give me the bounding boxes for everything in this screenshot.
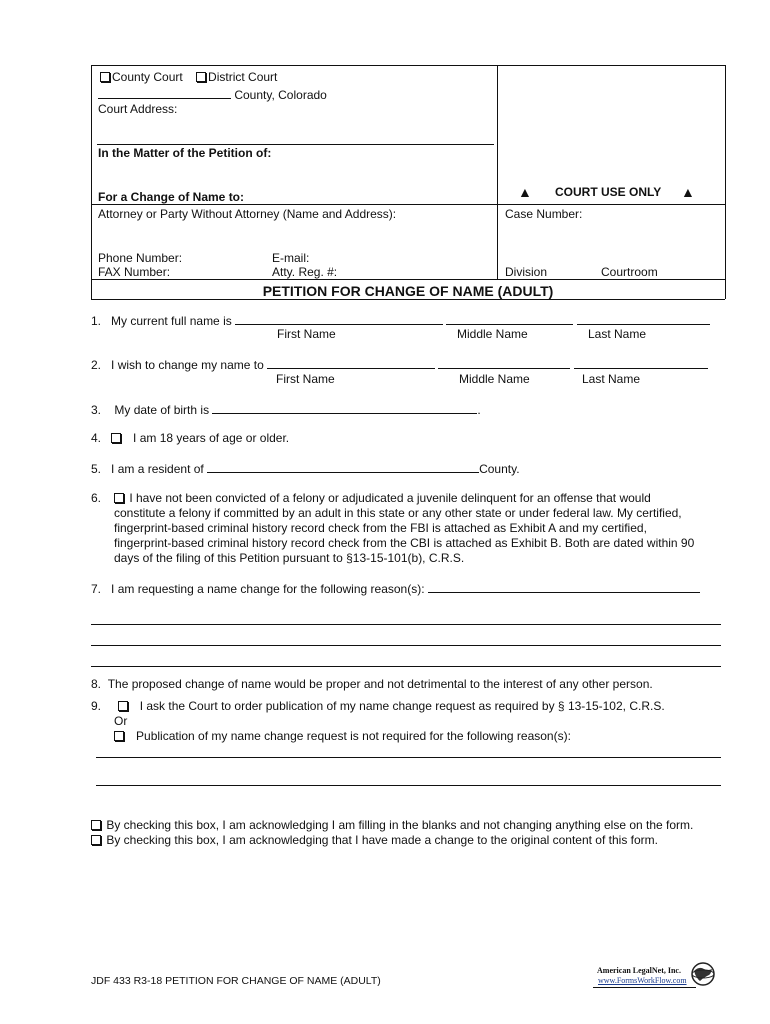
- item-8-text: The proposed change of name would be proper and not detrimental to the interest of any other person.: [107, 677, 653, 691]
- item-5-end: County.: [479, 462, 520, 476]
- item-number: 9.: [91, 699, 102, 713]
- item-2: [91, 357, 708, 372]
- ack-text-2: By checking this box, I am acknowledging that I have made a change to the original content of this form.: [106, 833, 658, 847]
- ack-text-1: By checking this box, I am acknowledging I am filling in the blanks and not changing anything else on the form.: [106, 818, 694, 832]
- checkbox-icon[interactable]: [114, 731, 124, 741]
- court-address-label: Court Address:: [98, 102, 178, 116]
- phone-label: Phone Number:: [98, 251, 183, 265]
- checkbox-icon[interactable]: [111, 433, 121, 443]
- first-name-caption: First Name: [276, 372, 335, 386]
- item-6-line-5: days of the filing of this Petition pursuant to §13-15-101(b), C.R.S.: [114, 551, 465, 565]
- last-name-caption: Last Name: [582, 372, 641, 386]
- current-middle-name-blank[interactable]: [446, 313, 573, 325]
- reason-line[interactable]: [91, 666, 721, 667]
- item-number: 7.: [91, 582, 102, 596]
- checkbox-icon[interactable]: [118, 701, 128, 711]
- arrow-up-icon: ▲: [518, 184, 532, 200]
- new-first-name-blank[interactable]: [267, 357, 435, 369]
- item-number: 3.: [91, 403, 102, 417]
- item-number: 5.: [91, 462, 102, 476]
- item-7: [91, 581, 700, 596]
- footer-divider: [593, 987, 696, 988]
- item-9-option-b: Publication of my name change request is not required for the following reason(s):: [136, 729, 571, 743]
- item-3-text: My date of birth is: [114, 403, 210, 417]
- county-of-residence-blank[interactable]: [207, 461, 479, 473]
- current-first-name-blank[interactable]: [235, 313, 443, 325]
- item-3: [91, 402, 481, 417]
- form-id: JDF 433 R3-18 PETITION FOR CHANGE OF NAME (ADULT): [91, 975, 381, 987]
- checkbox-icon[interactable]: [91, 835, 101, 845]
- county-suffix: County, Colorado: [234, 88, 327, 102]
- reason-line[interactable]: [91, 624, 721, 625]
- item-4: [91, 431, 289, 445]
- item-3-end: .: [477, 403, 481, 417]
- item-6-line-3: fingerprint-based criminal history record check from the FBI is attached as Exhibit A and my certified,: [114, 521, 647, 535]
- publisher-url[interactable]: www.FormsWorkFlow.com: [598, 976, 687, 985]
- new-last-name-blank[interactable]: [574, 357, 708, 369]
- checkbox-icon[interactable]: [114, 493, 124, 503]
- ack-row-1: [91, 818, 693, 832]
- county-court-label: County Court: [112, 70, 183, 84]
- last-name-caption: Last Name: [588, 327, 647, 341]
- item-6-line-2: constitute a felony if committed by an adult in this state or any other state or under federal law. My certified,: [114, 506, 682, 520]
- item-4-text: I am 18 years of age or older.: [133, 431, 290, 445]
- ack-row-2: [91, 833, 658, 847]
- item-2-text: I wish to change my name to: [111, 358, 264, 372]
- court-type-row: [100, 70, 277, 84]
- item-7-text: I am requesting a name change for the following reason(s):: [111, 582, 425, 596]
- attorney-label: Attorney or Party Without Attorney (Name and Address):: [98, 207, 397, 221]
- item-number: 8.: [91, 677, 102, 691]
- district-court-label: District Court: [208, 70, 278, 84]
- item-5-text: I am a resident of: [111, 462, 204, 476]
- division-label: Division: [505, 265, 548, 279]
- courtroom-label: Courtroom: [601, 265, 658, 279]
- item-6-line-1: I have not been convicted of a felony or adjudicated a juvenile delinquent for an offense that would: [129, 491, 651, 505]
- checkbox-icon[interactable]: [91, 820, 101, 830]
- arrow-up-icon: ▲: [681, 184, 695, 200]
- item-9-option-a: I ask the Court to order publication of my name change request as required by § 13-15-102, C.R.S.: [139, 699, 665, 713]
- county-row: [98, 87, 327, 102]
- item-number: 2.: [91, 358, 102, 372]
- checkbox-icon[interactable]: [196, 72, 206, 82]
- item-1: [91, 313, 710, 328]
- reason-line[interactable]: [96, 757, 721, 758]
- case-number-label: Case Number:: [505, 207, 583, 221]
- court-use-only: COURT USE ONLY: [555, 185, 662, 199]
- page-title: PETITION FOR CHANGE OF NAME (ADULT): [262, 283, 554, 299]
- atty-reg-label: Atty. Reg. #:: [272, 265, 338, 279]
- item-6-line-4: fingerprint-based criminal history record check from the CBI is attached as Exhibit B. Both are dated within 90: [114, 536, 695, 550]
- date-of-birth-blank[interactable]: [212, 402, 477, 414]
- new-middle-name-blank[interactable]: [438, 357, 570, 369]
- item-number: 4.: [91, 431, 102, 445]
- item-9: [91, 699, 665, 713]
- item-9-or: Or: [114, 714, 128, 728]
- current-last-name-blank[interactable]: [577, 313, 710, 325]
- reason-line[interactable]: [91, 645, 721, 646]
- item-1-text: My current full name is: [111, 314, 232, 328]
- reason-line[interactable]: [96, 785, 721, 786]
- change-label: For a Change of Name to:: [98, 190, 245, 204]
- checkbox-icon[interactable]: [100, 72, 110, 82]
- middle-name-caption: Middle Name: [457, 327, 528, 341]
- item-6-number: 6.: [91, 491, 102, 505]
- item-number: 1.: [91, 314, 102, 328]
- publisher-name: American LegalNet, Inc.: [597, 966, 681, 975]
- matter-label: In the Matter of the Petition of:: [98, 146, 272, 160]
- reason-blank[interactable]: [428, 581, 700, 593]
- item-9-option-b-row: [114, 729, 571, 743]
- middle-name-caption: Middle Name: [459, 372, 530, 386]
- item-8: [91, 677, 653, 691]
- email-label: E-mail:: [272, 251, 310, 265]
- fax-label: FAX Number:: [98, 265, 171, 279]
- county-blank[interactable]: [98, 87, 231, 99]
- item-6-line: [114, 491, 651, 505]
- item-5: [91, 461, 520, 476]
- globe-logo: [690, 961, 716, 987]
- first-name-caption: First Name: [277, 327, 336, 341]
